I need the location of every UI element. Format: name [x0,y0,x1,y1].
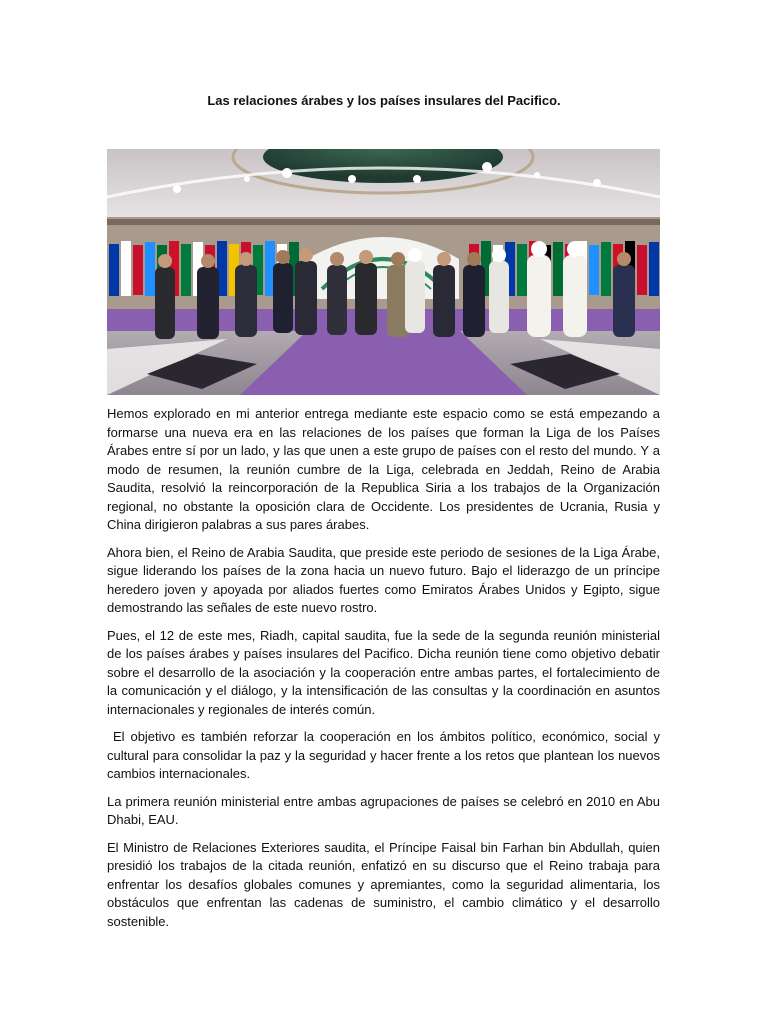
paragraph-6: El Ministro de Relaciones Exteriores saudita, el Príncipe Faisal bin Farhan bin Abdullah, quien presidió los trabajos de la citada reunión, enfatizó en su discurso que el Reino trabaja para enfrentar los desafíos globales comunes y apremiantes, como la seguridad alimentaria, los obstáculos que enfrentan las cadenas de suministro, el cambio climático y el desarrollo sostenible. [107,839,660,929]
paragraph-2: Ahora bien, el Reino de Arabia Saudita, que preside este periodo de sesiones de la Liga Árabe, sigue liderando los países de la zona hacia un nuevo futuro. Bajo el liderazgo de un príncipe heredero joven y apoyada por aliados fuertes como Emiratos Árabes Unidos y Egipto, sigue demostrando las señales de este nuevo rostro. [107,544,660,615]
group-photo-illustration [107,149,660,395]
paragraph-5: La primera reunión ministerial entre ambas agrupaciones de países se celebró en 2010 en Abu Dhabi, EAU. [107,793,660,827]
meeting-group-photo [107,149,660,395]
document-title: Las relaciones árabes y los países insulares del Pacifico. [207,93,561,108]
paragraph-3: Pues, el 12 de este mes, Riadh, capital saudita, fue la sede de la segunda reunión ministerial de los países árabes y países insulares del Pacifico. Dicha reunión tiene como objetivo debatir sobre el desarrollo de la asociación y la cooperación entre ambas partes, el fortalecimiento de la comunicación y el diálogo, y la intensificación de las consultas y la coordinación en asuntos internacionales y regionales de interés común. [107,627,660,717]
article-body [107,405,664,940]
paragraph-4: El objetivo es también reforzar la cooperación en los ámbitos político, económico, social y cultural para consolidar la paz y la seguridad y hacer frente a los retos que plantean los nuevos cambios internacionales. [107,729,664,781]
paragraph-1: Hemos explorado en mi anterior entrega mediante este espacio como se está empezando a formarse una nueva era en las relaciones de los países que forman la Liga de los Países Árabes entre sí por un lado, y las que unen a este grupo de países con el resto del mundo. Y a modo de resumen, la reunión cumbre de la Liga, celebrada en Jeddah, Reino de Arabia Saudita, resolvió la reincorporación de la Republica Siria a los trabajos de la Organización regional, no obstante la oposición clara de Occidente. Los presidentes de Ucrania, Rusia y China dirigieron palabras a sus pares árabes. [107,406,660,532]
